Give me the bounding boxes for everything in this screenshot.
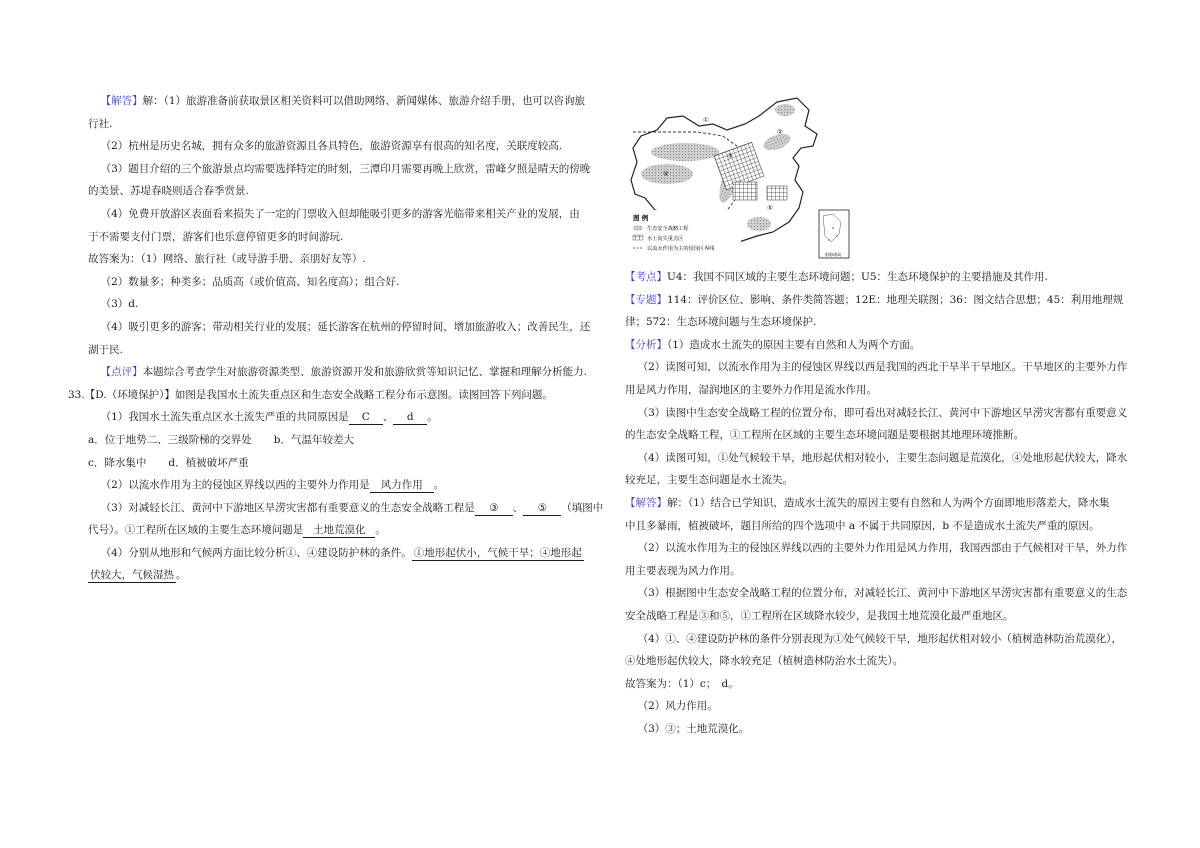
comment-line: 【点评】本题综合考查学生对旅游资源类型、旅游资源开发和旅游欣赏等知识记忆、掌握和理解分析能力.	[100, 366, 587, 379]
answer-blank: C	[349, 410, 383, 425]
final-answer-line: （4）吸引更多的游客；带动相关行业的发展；延长游客在杭州的停留时间，增加旅游收入；改善民生，还	[100, 320, 591, 333]
answer-blank: ③	[475, 501, 513, 516]
answer-paragraph-line: （4）免费开放游区表面看来损失了一定的门票收入但却能吸引更多的游客光临带来相关产业的发展，由	[100, 207, 580, 220]
question-1: （1）我国水土流失重点区水土流失严重的共同原因是 C 、 d 。	[100, 411, 438, 424]
question-4-cont: 伏较大，气候湿热 。	[90, 569, 187, 582]
final-answer-line: （2）数量多；种类多；品质高（或价值高、知名度高）；组合好.	[100, 275, 400, 288]
solution-line: （3）根据图中生态安全战略工程的位置分布，对减轻长江、黄河中下游地区旱涝灾害都有重要意义的生态	[637, 587, 1128, 600]
legend-title: 图 例	[633, 214, 649, 222]
zhuanti-line-cont: 律；572：生态环境问题与生态环境保护.	[625, 316, 817, 329]
answer-blank: 土地荒漠化	[303, 523, 375, 538]
question-2: （2）以流水作用为主的侵蚀区界线以西的主要外力作用是 风力作用 。	[100, 479, 445, 492]
analysis-line: 用是风力作用，湿润地区的主要外力作用是流水作用。	[625, 383, 877, 396]
marker-1: ①	[703, 116, 709, 124]
analysis-line: （3）读图中生态安全战略工程的位置分布，即可看出对减轻长江、黄河中下游地区旱涝灾害都有重要意义	[637, 406, 1128, 419]
solution-line: ④处地形起伏较大，降水较充足（植树造林防治水土流失）。	[625, 655, 904, 668]
legend-erosion-swatch	[633, 235, 643, 240]
china-map-figure	[627, 96, 857, 262]
answer-blank: ①地形起伏小，气候干旱；④地形起	[413, 546, 582, 559]
answer-tag: 【解答】	[100, 95, 143, 107]
option-a: a．位于地势二、三级阶梯的交界处	[88, 433, 252, 446]
final-answer-line: （3）d.	[100, 298, 139, 311]
south-sea-inset	[819, 210, 849, 258]
answer-paragraph-line: （3）题目介绍的三个旅游景点均需要选择特定的时刻，三潭印月需要再晚上欣赏，雷峰夕照是晴天的傍晚	[100, 162, 591, 175]
marker-4: ④	[663, 170, 669, 178]
analysis-line: 【分析】（1）造成水土流失的原因主要有自然和人为两个方面。	[625, 338, 921, 351]
question-3: （3）对减轻长江、黄河中下游地区旱涝灾害都有重要意义的生态安全战略工程是 ③ 、 ⑤ （填图中	[100, 501, 604, 514]
answer-paragraph-line: 的美景、苏堤春晓则适合春季赏景.	[88, 185, 249, 198]
legend-item-boundary: 以流水作用为主的侵蚀区界线	[647, 246, 715, 252]
soil-erosion-area	[767, 186, 787, 200]
option-d: d．植被破坏严重	[168, 456, 249, 469]
final-answer-line: （3）③；土地荒漠化。	[637, 722, 750, 735]
analysis-line: 较充足，主要生态问题是水土流失。	[625, 474, 793, 487]
analysis-line: （2）读图可知，以流水作用为主的侵蚀区界线以西是我国的西北干旱半干旱地区。干旱地区的主要外力作	[637, 361, 1128, 374]
marker-3: ③	[727, 152, 733, 160]
inset-label: 南海诸岛	[824, 252, 842, 257]
solution-line: 用主要表现为风力作用。	[625, 564, 741, 577]
solution-tag: 【解答】	[625, 496, 667, 509]
right-column	[625, 266, 1131, 740]
legend-item-eco: 生态安全战略工程	[647, 226, 689, 232]
final-answer-line: （2）风力作用。	[637, 700, 718, 713]
legend-item-erosion: 水土流失重点区	[647, 236, 684, 242]
solution-line: 【解答】解：（1）结合已学知识，造成水土流失的原因主要有自然和人为两个方面即地形落差大，降水集	[625, 496, 1110, 509]
option-b: b．气温年较差大	[273, 433, 354, 446]
final-answer-line: 故答案为：（1）c； d。	[625, 677, 739, 690]
china-map	[627, 96, 857, 262]
marker-5: ⑤	[767, 204, 773, 212]
answer-blank: d	[393, 410, 427, 425]
comment-tag: 【点评】	[100, 366, 143, 379]
question-3-cont: 代号）。①工程所在区域的主要生态环境问题是 土地荒漠化 。	[88, 524, 386, 537]
eco-project-zone	[775, 104, 795, 116]
solution-line: 安全战略工程是③和⑤，①工程所在区域降水较少，是我国土地荒漠化最严重地区。	[625, 609, 1014, 622]
analysis-tag: 【分析】	[625, 338, 667, 351]
analysis-line: （4）读图可知，①处气候较干旱，地形起伏相对较小，主要生态问题是荒漠化，④处地形起伏较大，降水	[637, 451, 1128, 464]
answer-paragraph-line: 行社.	[88, 117, 113, 130]
answer-paragraph-line: （2）杭州是历史名城，拥有众多的旅游资源且各具特色，旅游资源享有很高的知名度，关联度较高.	[100, 140, 563, 153]
answer-blank: 伏较大，气候湿热	[90, 569, 174, 582]
left-column	[68, 90, 604, 587]
marker-2: ②	[777, 128, 783, 136]
options-row	[88, 452, 594, 475]
analysis-line: 的生态安全战略工程，①工程所在区域的主要生态环境问题是要根据其地理环境推断。	[625, 429, 1024, 442]
answer-paragraph-line: 【解答】解：（1）旅游准备前获取景区相关资料可以借助网络、新闻媒体、旅游介绍手册，也可以咨询旅	[100, 95, 586, 107]
soil-erosion-area	[733, 182, 757, 200]
solution-line: （2）以流水作用为主的侵蚀区界线以西的主要外力作用是风力作用，我国西部由于气候相对干旱，外力作	[637, 542, 1128, 555]
options-row	[88, 429, 594, 452]
final-answer-line: 湖于民.	[88, 343, 123, 356]
question-header: 33.【D.（环境保护）】如图是我国水土流失重点区和生态安全战略工程分布示意图。读图回答下列问题。	[68, 388, 553, 401]
answer-blank: ⑤	[523, 501, 561, 516]
solution-line: 中且多暴雨，植被破坏，题目所给的四个选项中 a 不属于共同原因，b 不是造成水土流失严重的原因。	[625, 519, 1100, 532]
legend-eco-swatch	[633, 226, 643, 231]
eco-project-zone-5	[747, 217, 771, 231]
question-number: 33.	[68, 388, 85, 401]
final-answer-line: 故答案为：（1）网络、旅行社（或导游手册、亲朋好友等）.	[88, 253, 366, 266]
answer-paragraph-line: 于不需要支付门票，游客们也乐意停留更多的时间游玩.	[88, 230, 344, 243]
zhuanti-line: 【专题】114：评价区位、影响、条件类简答题；12E：地理关联图；36：图文结合思想；45：利用地理规	[625, 293, 1124, 306]
eco-project-zone-1	[651, 143, 719, 161]
kaodian-line: 【考点】U4：我国不同区域的主要生态环境问题；U5：生态环境保护的主要措施及其作用.	[625, 271, 1048, 283]
solution-line: （4）①、④建设防护林的条件分别表现为①处气候较干旱，地形起伏相对较小（植树造林防治荒漠化），	[637, 632, 1123, 645]
kaodian-tag: 【考点】	[625, 271, 667, 283]
option-c: c．降水集中	[88, 456, 147, 469]
question-4: （4）分别从地形和气候两方面比较分析①、④建设防护林的条件。 ①地形起伏小，气候干旱；④地形起	[100, 546, 582, 559]
answer-blank: 风力作用	[370, 478, 434, 493]
zhuanti-tag: 【专题】	[625, 293, 667, 306]
